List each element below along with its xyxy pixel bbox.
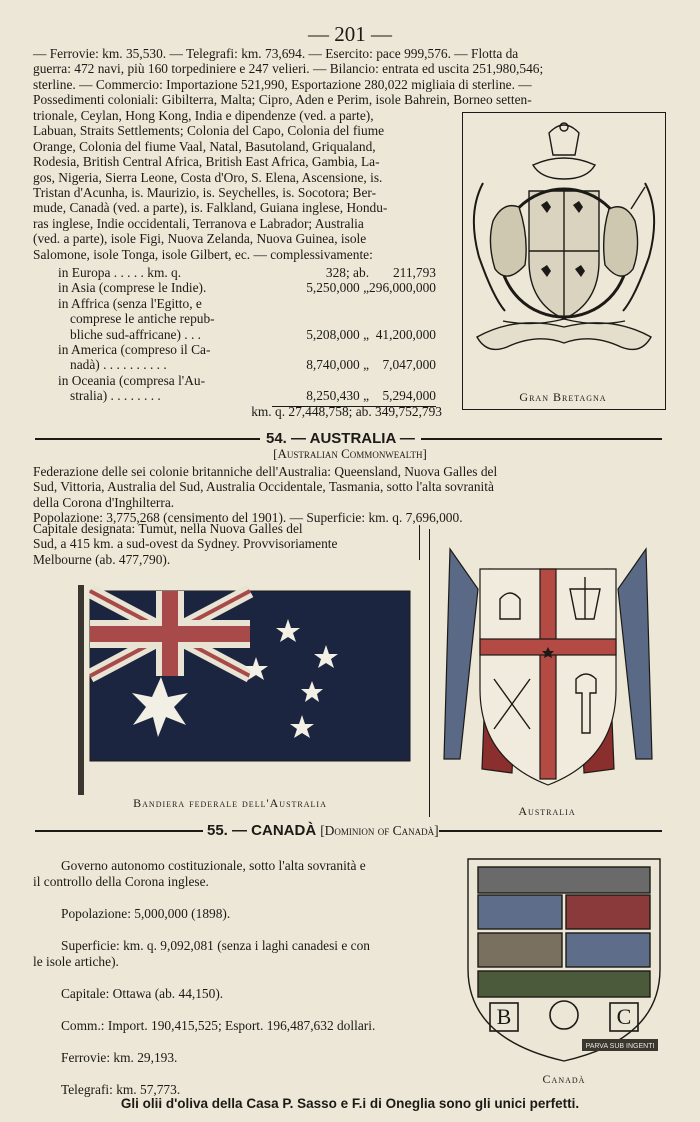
canada-text [33,858,445,1098]
colonies-area [271,296,369,311]
uk-arms-caption: Gran Bretagna [519,390,607,404]
colonies-pop [369,311,436,326]
australian-flag [76,585,436,795]
colonies-area: 328; ab. [325,265,370,280]
colonies-row [58,388,436,403]
australia-line: Sud, Vittoria, Australia del Sud, Australia Occidentale, Tasmania, sotto l'alta sovranità [33,479,494,495]
canada-title: 55. — CANADÀ [207,822,317,839]
colonies-area: 8,740,000 „ [306,357,370,373]
australia-line: Popolazione: 3,775,268 (censimento del 1901). — Superficie: km. q. 7,696,000. [33,510,463,526]
australia-text-full [33,464,665,526]
australia-arms-frame [429,529,666,817]
uk-line: sterline. — Commercio: Importazione 521,990, Esportazione 280,022 migliaia di sterline. — [33,76,532,92]
uk-line: Labuan, Straits Settlements; Colonia del Capo, Colonia del fiume [33,123,385,139]
uk-line: gos, Nigeria, Sierra Leone, Costa d'Oro, S. Elena, Ascensione, is. [33,169,383,185]
colonies-area: 5,250,000 „ [306,280,370,296]
unicorn-icon [604,207,638,276]
canada-governo: Governo autonomo costituzionale, sotto l'alta sovranità e [61,858,366,873]
colonies-table [58,265,436,404]
colonies-label: bliche sud-affricane) . . . [70,326,201,342]
colonies-label: in America (compreso il Ca- [58,342,211,358]
colonies-pop: 7,047,000 [382,357,436,373]
page-number: — 201 — [308,22,392,46]
uk-text-full [33,46,665,108]
colonies-row [58,296,436,311]
colonies-label: in Oceania (compresa l'Au- [58,372,206,388]
colonies-label: nadà) . . . . . . . . . . [70,357,167,373]
uk-arms-frame [462,112,666,410]
canada-telegrafi: Telegrafi: km. 57,773. [61,1082,181,1097]
canada-commercio: Comm.: Import. 190,415,525; Esport. 196,487,632 dollari. [61,1018,376,1033]
uk-line: Possedimenti coloniali: Gibilterra, Malta; Cipro, Aden e Perim, isole Bahrein, Borneo setten- [33,92,532,108]
canada-coat-of-arms [464,855,664,1065]
colonies-label: in Asia (comprese le Indie). [58,280,207,296]
shield-letter-c: C [616,1004,632,1029]
uk-line: — Ferrovie: km. 35,530. — Telegrafi: km. 73,694. — Esercito: pace 999,576. — Flotta da [33,46,519,61]
canada-arms-caption: Canadà [542,1072,586,1086]
colonies-row [58,357,436,372]
flag-caption: Bandiera federale dell'Australia [133,796,327,810]
canada-superficie: Superficie: km. q. 9,092,081 (senza i laghi canadesi e con [61,938,371,953]
colonies-area [271,311,369,326]
lion-icon [490,206,526,276]
shield-letter-b: B [496,1004,512,1029]
colonies-pop: 296,000,000 [369,280,436,296]
uk-text-column [33,108,458,262]
australia-line: Sud, a 415 km. a sud-ovest da Sydney. Provvisoriamente [33,536,338,552]
colonies-label: comprese le antiche repub- [70,311,215,327]
colonies-label: stralia) . . . . . . . . [70,388,161,404]
australia-coat-of-arms [430,529,666,799]
australia-subheading: [Australian Commonwealth] [273,446,427,461]
uk-line: mude, Canadà (ved. a parte), is. Falkland, Guiana inglese, Hondu- [33,200,388,216]
uk-line: Orange, Colonia del fiume Vaal, Natal, Basutoland, Griqualand, [33,138,376,154]
uk-line: Salomone, isole Tonga, isole Gilbert, ec. — complessivamente: [33,246,373,262]
colonies-area [271,373,369,388]
colonies-area: 8,250,430 „ [306,388,370,404]
australia-subheading-row [0,446,700,462]
colonies-pop [369,373,436,388]
canada-popolazione: Popolazione: 5,000,000 (1898). [61,906,231,921]
canada-heading [0,822,700,839]
canada-subheading: [Dominion of Canadà] [320,822,439,838]
australia-line: Federazione delle sei colonie britanniche dell'Australia: Queensland, Nuova Galles del [33,464,498,479]
colonies-area [271,342,369,357]
flag-pole [78,585,84,795]
uk-line: trionale, Ceylan, Hong Kong, India e dipendenze (ved. a parte), [33,108,374,123]
canada-ferrovie: Ferrovie: km. 29,193. [61,1050,178,1065]
colonies-row [58,280,436,295]
canada-capitale: Capitale: Ottawa (ab. 44,150). [61,986,224,1001]
colonies-pop: 5,294,000 [382,388,436,404]
colonies-row [58,265,436,280]
australia-line: della Corona d'Inghilterra. [33,494,175,510]
australia-line: Capitale designata: Tumut, nella Nuova Galles del [33,521,303,536]
advertisement-footer: Gli olii d'oliva della Casa P. Sasso e F.i di Oneglia sono gli unici perfetti. [120,1096,580,1111]
colonies-row [58,311,436,326]
colonies-row [58,373,436,388]
colonies-pop: 211,793 [392,265,436,280]
australia-heading [0,430,700,447]
canada-governo-cont: il controllo della Corona inglese. [33,874,209,889]
colonies-pop [369,296,436,311]
motto-ribbon [477,323,651,350]
colonies-total: km. q. 27,448,758; ab. 349,752,793 [251,404,442,419]
uk-coat-of-arms [463,113,665,383]
uk-line: Tristan d'Acunha, is. Maurizio, is. Seychelles, is. Socotora; Ber- [33,185,377,201]
union-jack-icon [90,591,250,676]
uk-line: Rodesia, British Central Africa, British East Africa, Gambia, La- [33,154,380,170]
crown-icon [549,125,579,155]
colonies-area: 5,208,000 „ [306,326,370,342]
australia-text-column [33,521,418,567]
australia-line: Melbourne (ab. 477,790). [33,551,171,567]
uk-line: (ved. a parte), isole Figi, Nuova Zelanda, Nuova Guinea, isole [33,231,367,247]
colonies-row [58,342,436,357]
colonies-label: in Affrica (senza l'Egitto, e [58,295,202,311]
colonies-pop [369,342,436,357]
uk-line: ras inglese, Indie occidentali, Terranova e Labrador; Australia [33,215,364,231]
motto-text: PARVA SUB INGENTI [585,1043,655,1050]
colonies-pop: 41,200,000 [375,326,436,342]
australia-divider [419,525,420,560]
australia-title: 54. — AUSTRALIA — [266,430,415,447]
colonies-label: in Europa . . . . . km. q. [58,265,182,280]
australia-arms-caption: Australia [518,804,576,818]
canada-superficie-cont: le isole artiche). [33,954,119,969]
colonies-row [58,327,436,342]
uk-line: guerra: 472 navi, più 160 torpediniere e 247 velieri. — Bilancio: entrata ed uscita 251,980,546; [33,61,544,77]
